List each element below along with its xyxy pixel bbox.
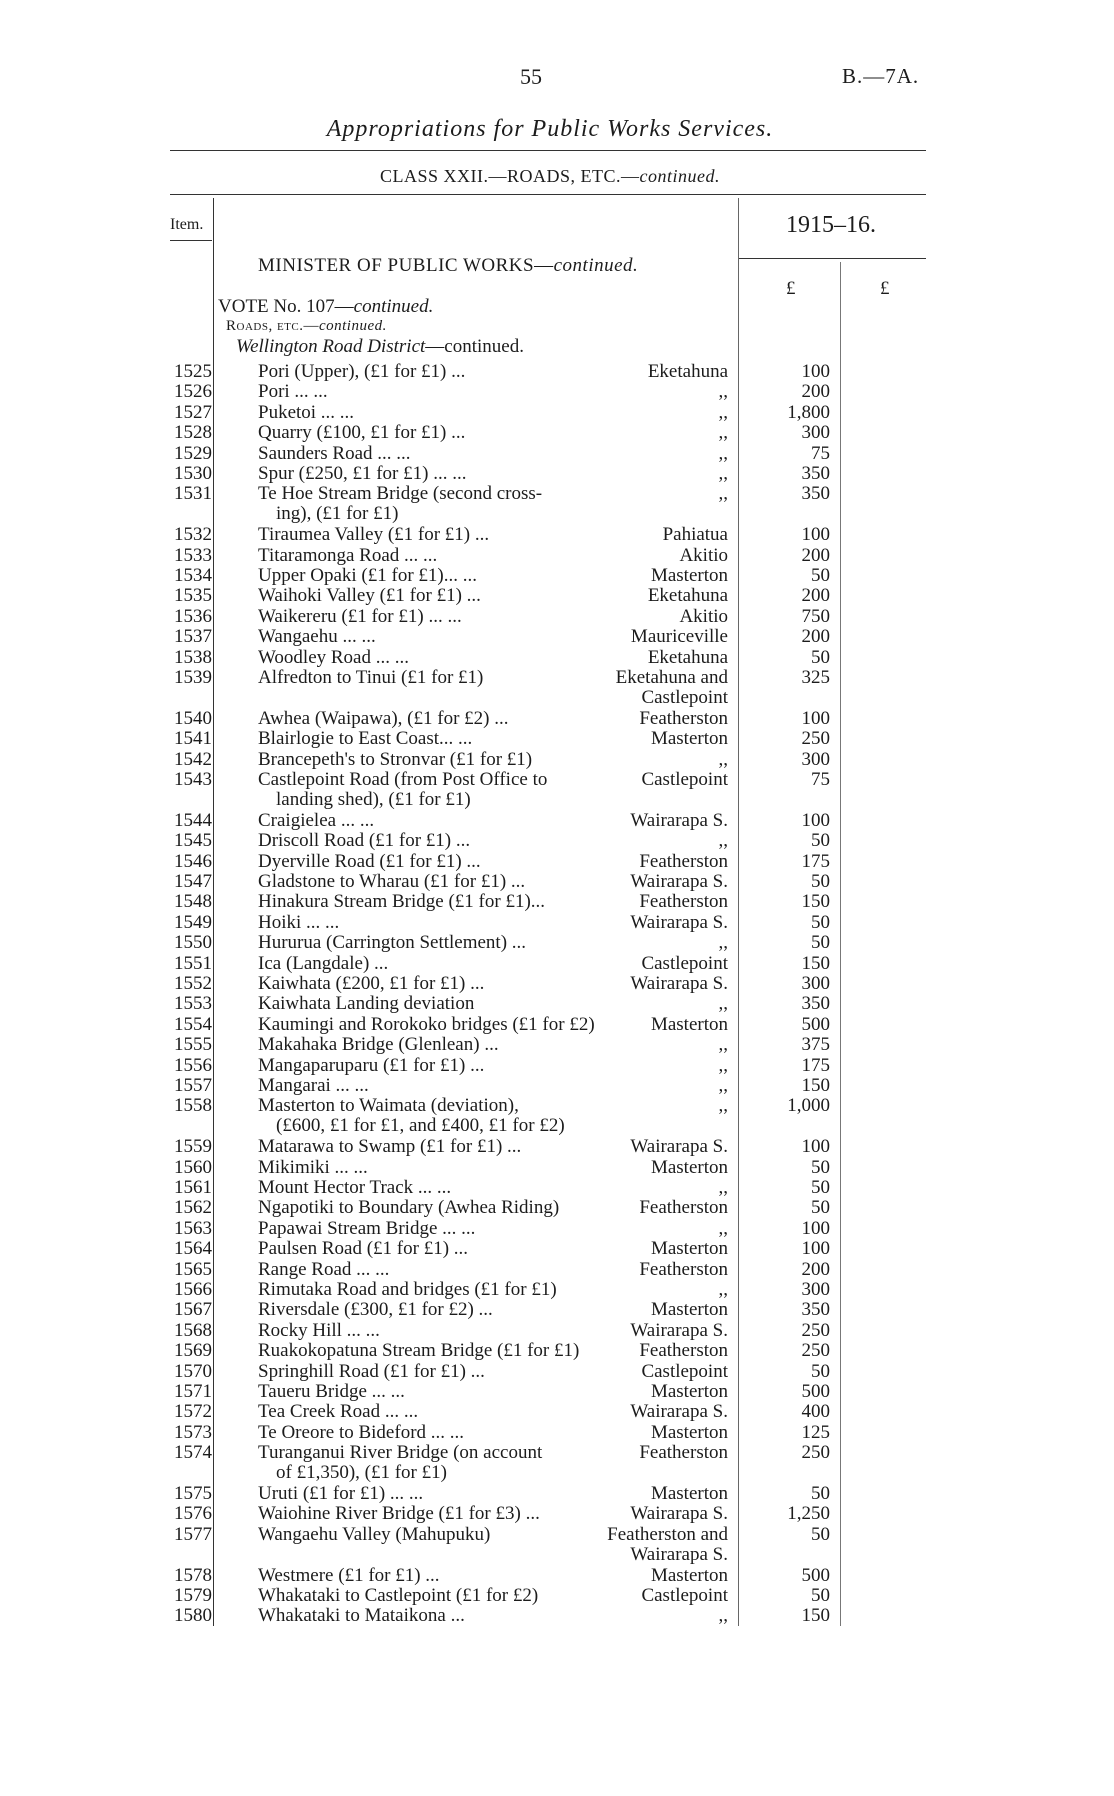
item-district: Wairarapa S. bbox=[630, 973, 728, 994]
item-number: 1579 bbox=[174, 1585, 212, 1606]
item-number: 1550 bbox=[174, 932, 212, 953]
item-description: Turanganui River Bridge (on account bbox=[258, 1442, 543, 1463]
item-amount: 75 bbox=[811, 769, 830, 790]
item-amount: 50 bbox=[811, 830, 830, 851]
item-number: 1571 bbox=[174, 1381, 212, 1402]
item-district: Eketahuna bbox=[647, 647, 728, 668]
item-description: Ica (Langdale) ... bbox=[258, 953, 389, 974]
item-amount: 250 bbox=[801, 1340, 830, 1361]
item-amount: 125 bbox=[801, 1422, 830, 1443]
page-title: Appropriations for Public Works Services. bbox=[326, 116, 774, 142]
item-description: Mangaparuparu (£1 for £1) ... bbox=[258, 1055, 485, 1076]
item-description: Titaramonga Road ... ... bbox=[258, 545, 438, 566]
item-district: Masterton bbox=[650, 1422, 728, 1443]
item-district: Featherston bbox=[639, 1259, 728, 1280]
item-district: Wairarapa S. bbox=[630, 912, 728, 933]
item-district: ,, bbox=[718, 1605, 728, 1626]
item-number: 1562 bbox=[174, 1197, 212, 1218]
item-description: Paulsen Road (£1 for £1) ... bbox=[258, 1238, 469, 1259]
item-number: 1526 bbox=[174, 381, 212, 402]
item-district: ,, bbox=[718, 443, 728, 464]
item-number: 1565 bbox=[174, 1259, 212, 1280]
item-description: Driscoll Road (£1 for £1) ... bbox=[258, 830, 471, 851]
vote-heading-continued: continued. bbox=[353, 296, 434, 317]
item-description: Tea Creek Road ... ... bbox=[258, 1401, 419, 1422]
item-amount: 150 bbox=[801, 1075, 830, 1096]
item-district: Masterton bbox=[650, 1483, 728, 1504]
item-description: Quarry (£100, £1 for £1) ... bbox=[258, 422, 466, 443]
item-number: 1561 bbox=[174, 1177, 212, 1198]
item-description: Wangaehu Valley (Mahupuku) bbox=[258, 1524, 491, 1545]
item-description: Waikereru (£1 for £1) ... ... bbox=[258, 606, 462, 627]
item-number: 1552 bbox=[174, 973, 212, 994]
item-description: Kaiwhata Landing deviation bbox=[258, 993, 475, 1014]
item-district: Pahiatua bbox=[662, 524, 728, 545]
item-description: Uruti (£1 for £1) ... ... bbox=[258, 1483, 424, 1504]
item-amount: 200 bbox=[801, 626, 830, 647]
item-description: Whakataki to Castlepoint (£1 for £2) bbox=[258, 1585, 539, 1606]
item-description: Hinakura Stream Bridge (£1 for £1)... bbox=[258, 891, 546, 912]
item-amount: 50 bbox=[811, 647, 830, 668]
item-district: Masterton bbox=[650, 1565, 728, 1586]
item-number: 1536 bbox=[174, 606, 212, 627]
item-district: Masterton bbox=[650, 728, 728, 749]
item-description: Matarawa to Swamp (£1 for £1) ... bbox=[258, 1136, 522, 1157]
item-number: 1544 bbox=[174, 810, 212, 831]
item-district: Masterton bbox=[650, 1299, 728, 1320]
item-district: Featherston bbox=[639, 1442, 728, 1463]
item-amount: 175 bbox=[801, 851, 830, 872]
item-description: Mangarai ... ... bbox=[258, 1075, 369, 1096]
item-number: 1555 bbox=[174, 1034, 212, 1055]
item-amount: 200 bbox=[801, 585, 830, 606]
item-amount: 375 bbox=[801, 1034, 830, 1055]
item-district: Wairarapa S. bbox=[630, 1136, 728, 1157]
ministry-heading-main: MINISTER OF PUBLIC WORKS— bbox=[258, 255, 554, 276]
item-amount: 50 bbox=[811, 932, 830, 953]
district-heading-continued: —continued. bbox=[425, 336, 524, 357]
item-description: Mikimiki ... ... bbox=[258, 1157, 368, 1178]
item-district: ,, bbox=[718, 1095, 728, 1116]
item-description: Blairlogie to East Coast... ... bbox=[258, 728, 473, 749]
item-column-header: Item. bbox=[170, 216, 204, 233]
item-description-continued: of £1,350), (£1 for £1) bbox=[276, 1462, 447, 1483]
item-description: Papawai Stream Bridge ... ... bbox=[258, 1218, 476, 1239]
item-number: 1557 bbox=[174, 1075, 212, 1096]
item-description: Whakataki to Mataikona ... bbox=[258, 1605, 465, 1626]
item-amount: 50 bbox=[811, 1361, 830, 1382]
item-number: 1549 bbox=[174, 912, 212, 933]
item-district: Castlepoint bbox=[641, 953, 728, 974]
item-description-continued: ing), (£1 for £1) bbox=[276, 503, 399, 524]
item-number: 1554 bbox=[174, 1014, 212, 1035]
item-number: 1569 bbox=[174, 1340, 212, 1361]
item-amount: 100 bbox=[801, 1218, 830, 1239]
item-amount: 100 bbox=[801, 1136, 830, 1157]
item-amount: 300 bbox=[801, 1279, 830, 1300]
item-amount: 500 bbox=[801, 1565, 830, 1586]
item-district: ,, bbox=[718, 1075, 728, 1096]
item-number: 1575 bbox=[174, 1483, 212, 1504]
item-description: Brancepeth's to Stronvar (£1 for £1) bbox=[258, 749, 533, 770]
item-number: 1531 bbox=[174, 483, 212, 504]
pound-column-2: £ bbox=[880, 278, 890, 299]
item-number: 1532 bbox=[174, 524, 212, 545]
item-district: Mauriceville bbox=[630, 626, 728, 647]
item-district: Featherston bbox=[639, 851, 728, 872]
item-amount: 350 bbox=[801, 483, 830, 504]
item-district: ,, bbox=[718, 402, 728, 423]
item-district: ,, bbox=[718, 749, 728, 770]
item-number: 1541 bbox=[174, 728, 212, 749]
item-number: 1546 bbox=[174, 851, 212, 872]
item-description: Te Hoe Stream Bridge (second cross- bbox=[258, 483, 543, 504]
item-number: 1556 bbox=[174, 1055, 212, 1076]
item-description: Hururua (Carrington Settlement) ... bbox=[258, 932, 527, 953]
item-amount: 50 bbox=[811, 1197, 830, 1218]
item-number: 1580 bbox=[174, 1605, 212, 1626]
item-district: Featherston bbox=[639, 1197, 728, 1218]
item-district-continued: Castlepoint bbox=[641, 687, 728, 708]
item-amount: 350 bbox=[801, 993, 830, 1014]
item-description-continued: (£600, £1 for £1, and £400, £1 for £2) bbox=[276, 1115, 565, 1136]
item-district: Castlepoint bbox=[641, 1585, 728, 1606]
item-district: Castlepoint bbox=[641, 769, 728, 790]
item-district-continued: Wairarapa S. bbox=[630, 1544, 728, 1565]
item-description: Wangaehu ... ... bbox=[258, 626, 376, 647]
item-amount: 75 bbox=[811, 443, 830, 464]
item-number: 1560 bbox=[174, 1157, 212, 1178]
item-description: Ngapotiki to Boundary (Awhea Riding) bbox=[258, 1197, 560, 1218]
item-district: ,, bbox=[718, 932, 728, 953]
item-number: 1558 bbox=[174, 1095, 212, 1116]
item-district: Masterton bbox=[650, 565, 728, 586]
item-number: 1548 bbox=[174, 891, 212, 912]
item-amount: 50 bbox=[811, 1483, 830, 1504]
item-amount: 250 bbox=[801, 728, 830, 749]
item-amount: 150 bbox=[801, 953, 830, 974]
item-amount: 50 bbox=[811, 871, 830, 892]
item-description: Mount Hector Track ... ... bbox=[258, 1177, 452, 1198]
item-amount: 50 bbox=[811, 1524, 830, 1545]
item-district: ,, bbox=[718, 381, 728, 402]
item-amount: 150 bbox=[801, 891, 830, 912]
item-amount: 100 bbox=[801, 810, 830, 831]
item-district: Featherston bbox=[639, 1340, 728, 1361]
item-amount: 350 bbox=[801, 1299, 830, 1320]
item-number: 1551 bbox=[174, 953, 212, 974]
item-amount: 325 bbox=[801, 667, 830, 688]
item-district: ,, bbox=[718, 1218, 728, 1239]
ministry-heading-continued: continued. bbox=[553, 255, 639, 276]
item-district: ,, bbox=[718, 993, 728, 1014]
item-description: Hoiki ... ... bbox=[258, 912, 340, 933]
item-amount: 250 bbox=[801, 1442, 830, 1463]
item-description: Kaiwhata (£200, £1 for £1) ... bbox=[258, 973, 485, 994]
item-number: 1542 bbox=[174, 749, 212, 770]
class-title-continued: continued. bbox=[639, 166, 720, 186]
item-amount: 100 bbox=[801, 1238, 830, 1259]
item-description: Rimutaka Road and bridges (£1 for £1) bbox=[258, 1279, 557, 1300]
item-number: 1530 bbox=[174, 463, 212, 484]
item-number: 1559 bbox=[174, 1136, 212, 1157]
item-number: 1540 bbox=[174, 708, 212, 729]
item-description: Waiohine River Bridge (£1 for £3) ... bbox=[258, 1503, 540, 1524]
item-amount: 1,800 bbox=[787, 402, 830, 423]
item-number: 1553 bbox=[174, 993, 212, 1014]
item-amount: 100 bbox=[801, 361, 830, 382]
item-description: Upper Opaki (£1 for £1)... ... bbox=[258, 565, 477, 586]
item-description: Rocky Hill ... ... bbox=[258, 1320, 380, 1341]
item-description-continued: landing shed), (£1 for £1) bbox=[276, 789, 471, 810]
item-amount: 100 bbox=[801, 708, 830, 729]
item-description: Puketoi ... ... bbox=[258, 402, 355, 423]
item-district: Wairarapa S. bbox=[630, 1401, 728, 1422]
item-amount: 200 bbox=[801, 1259, 830, 1280]
item-number: 1537 bbox=[174, 626, 212, 647]
vote-heading-main: VOTE No. 107— bbox=[218, 296, 354, 317]
item-amount: 100 bbox=[801, 524, 830, 545]
item-number: 1563 bbox=[174, 1218, 212, 1239]
item-description: Alfredton to Tinui (£1 for £1) bbox=[258, 667, 484, 688]
item-amount: 50 bbox=[811, 565, 830, 586]
item-description: Masterton to Waimata (deviation), bbox=[258, 1095, 519, 1116]
item-description: Makahaka Bridge (Glenlean) ... bbox=[258, 1034, 499, 1055]
item-district: Castlepoint bbox=[641, 1361, 728, 1382]
item-district: Featherston and bbox=[607, 1524, 728, 1545]
item-amount: 500 bbox=[801, 1014, 830, 1035]
item-number: 1543 bbox=[174, 769, 212, 790]
item-description: Range Road ... ... bbox=[258, 1259, 390, 1280]
item-description: Riversdale (£300, £1 for £2) ... bbox=[258, 1299, 493, 1320]
item-description: Saunders Road ... ... bbox=[258, 443, 411, 464]
item-number: 1577 bbox=[174, 1524, 212, 1545]
item-number: 1533 bbox=[174, 545, 212, 566]
item-number: 1573 bbox=[174, 1422, 212, 1443]
item-amount: 150 bbox=[801, 1605, 830, 1626]
item-amount: 50 bbox=[811, 1177, 830, 1198]
item-number: 1529 bbox=[174, 443, 212, 464]
document-reference: B.—7A. bbox=[842, 64, 920, 88]
item-district: Featherston bbox=[639, 708, 728, 729]
roads-heading-continued: continued. bbox=[318, 318, 387, 334]
item-number: 1570 bbox=[174, 1361, 212, 1382]
item-description: Pori ... ... bbox=[258, 381, 328, 402]
item-description: Tiraumea Valley (£1 for £1) ... bbox=[258, 524, 490, 545]
item-district: Masterton bbox=[650, 1238, 728, 1259]
item-district: ,, bbox=[718, 422, 728, 443]
item-district: Wairarapa S. bbox=[630, 810, 728, 831]
item-district: Eketahuna bbox=[647, 585, 728, 606]
item-description: Pori (Upper), (£1 for £1) ... bbox=[258, 361, 466, 382]
item-number: 1568 bbox=[174, 1320, 212, 1341]
item-district: Masterton bbox=[650, 1014, 728, 1035]
item-amount: 175 bbox=[801, 1055, 830, 1076]
item-amount: 500 bbox=[801, 1381, 830, 1402]
item-amount: 50 bbox=[811, 1157, 830, 1178]
item-number: 1525 bbox=[174, 361, 212, 382]
item-description: Spur (£250, £1 for £1) ... ... bbox=[258, 463, 467, 484]
pound-column-1: £ bbox=[786, 278, 796, 299]
item-description: Taueru Bridge ... ... bbox=[258, 1381, 405, 1402]
item-district: Wairarapa S. bbox=[630, 1320, 728, 1341]
item-amount: 50 bbox=[811, 1585, 830, 1606]
item-number: 1572 bbox=[174, 1401, 212, 1422]
item-number: 1534 bbox=[174, 565, 212, 586]
item-description: Dyerville Road (£1 for £1) ... bbox=[258, 851, 481, 872]
item-amount: 1,250 bbox=[787, 1503, 830, 1524]
year-column-header: 1915–16. bbox=[786, 212, 876, 238]
item-district: Masterton bbox=[650, 1381, 728, 1402]
item-amount: 400 bbox=[801, 1401, 830, 1422]
item-number: 1527 bbox=[174, 402, 212, 423]
item-description: Craigielea ... ... bbox=[258, 810, 375, 831]
item-amount: 1,000 bbox=[787, 1095, 830, 1116]
item-amount: 250 bbox=[801, 1320, 830, 1341]
item-number: 1564 bbox=[174, 1238, 212, 1259]
item-amount: 350 bbox=[801, 463, 830, 484]
item-district: Akitio bbox=[679, 545, 728, 566]
item-district: Featherston bbox=[639, 891, 728, 912]
district-heading-name: Wellington Road District bbox=[236, 336, 426, 357]
item-number: 1566 bbox=[174, 1279, 212, 1300]
item-amount: 50 bbox=[811, 912, 830, 933]
item-district: ,, bbox=[718, 463, 728, 484]
item-district: ,, bbox=[718, 1034, 728, 1055]
item-description: Awhea (Waipawa), (£1 for £2) ... bbox=[258, 708, 509, 729]
item-number: 1539 bbox=[174, 667, 212, 688]
item-number: 1528 bbox=[174, 422, 212, 443]
item-district: ,, bbox=[718, 830, 728, 851]
item-amount: 750 bbox=[801, 606, 830, 627]
item-district: ,, bbox=[718, 1279, 728, 1300]
roads-heading-main: Roads, etc.— bbox=[226, 318, 319, 334]
item-amount: 300 bbox=[801, 973, 830, 994]
item-amount: 200 bbox=[801, 381, 830, 402]
item-district: Eketahuna bbox=[647, 361, 728, 382]
item-description: Ruakokopatuna Stream Bridge (£1 for £1) bbox=[258, 1340, 580, 1361]
item-district: ,, bbox=[718, 1177, 728, 1198]
item-number: 1535 bbox=[174, 585, 212, 606]
item-number: 1574 bbox=[174, 1442, 212, 1463]
item-description: Te Oreore to Bideford ... ... bbox=[258, 1422, 465, 1443]
item-number: 1567 bbox=[174, 1299, 212, 1320]
item-number: 1578 bbox=[174, 1565, 212, 1586]
item-district: Eketahuna and bbox=[615, 667, 728, 688]
item-description: Kaumingi and Rorokoko bridges (£1 for £2) bbox=[258, 1014, 595, 1035]
item-amount: 300 bbox=[801, 422, 830, 443]
item-number: 1545 bbox=[174, 830, 212, 851]
item-description: Castlepoint Road (from Post Office to bbox=[258, 769, 548, 790]
item-district: Akitio bbox=[679, 606, 728, 627]
item-description: Westmere (£1 for £1) ... bbox=[258, 1565, 440, 1586]
item-description: Springhill Road (£1 for £1) ... bbox=[258, 1361, 485, 1382]
item-district: ,, bbox=[718, 483, 728, 504]
item-description: Gladstone to Wharau (£1 for £1) ... bbox=[258, 871, 526, 892]
item-district: Wairarapa S. bbox=[630, 1503, 728, 1524]
item-number: 1538 bbox=[174, 647, 212, 668]
item-number: 1576 bbox=[174, 1503, 212, 1524]
class-title-main: CLASS XXII.—ROADS, ETC.— bbox=[379, 166, 640, 186]
item-district: Wairarapa S. bbox=[630, 871, 728, 892]
item-district: ,, bbox=[718, 1055, 728, 1076]
item-amount: 200 bbox=[801, 545, 830, 566]
item-number: 1547 bbox=[174, 871, 212, 892]
page-number: 55 bbox=[520, 64, 542, 89]
item-amount: 300 bbox=[801, 749, 830, 770]
item-district: Masterton bbox=[650, 1157, 728, 1178]
item-description: Woodley Road ... ... bbox=[258, 647, 409, 668]
item-description: Waihoki Valley (£1 for £1) ... bbox=[258, 585, 481, 606]
